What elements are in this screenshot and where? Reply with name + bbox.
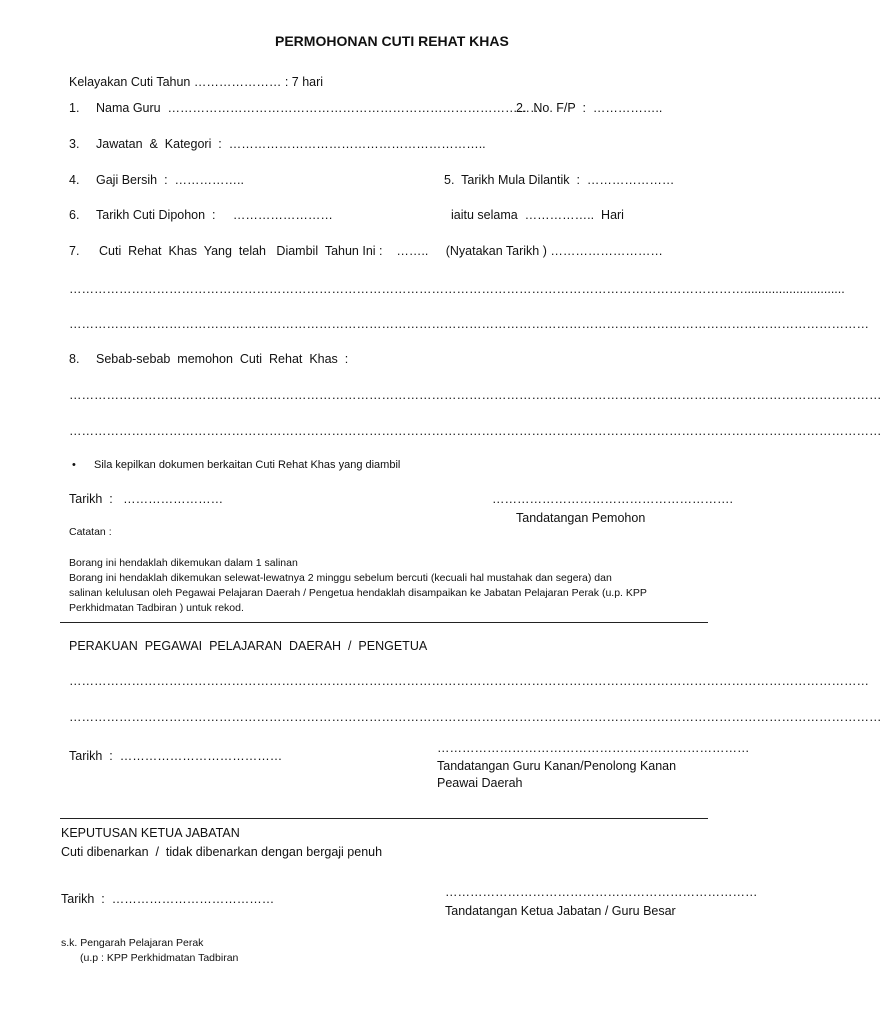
item-1-number: 1.	[69, 101, 80, 115]
dotted-line: ……………………………………………………………………………………………………………………………………………………………………………	[69, 424, 882, 438]
signature-label-perakuan-2: Peawai Daerah	[437, 776, 523, 790]
jawatan-field: Jawatan & Kategori : ……………………………………………………..	[96, 137, 486, 151]
item-6-number: 6.	[69, 208, 80, 222]
kelayakan-line: Kelayakan Cuti Tahun ………………… : 7 hari	[69, 75, 324, 89]
note-line-1: Borang ini hendaklah dikemukan dalam 1 salinan	[69, 557, 298, 569]
sk-line-2: (u.p : KPP Perkhidmatan Tadbiran	[80, 952, 239, 964]
dotted-line: ……………………………………………………………………………………………………………………………………………………………………………	[69, 710, 882, 724]
cuti-diambil-field: Cuti Rehat Khas Yang telah Diambil Tahun Ini : …….. (Nyatakan Tarikh ) ………………………	[99, 244, 663, 258]
dotted-line: ……………………………………………………………………………………………………………………………………………….............................	[69, 282, 845, 296]
section-divider	[60, 818, 708, 819]
bullet-icon: •	[72, 459, 76, 471]
signature-label-pemohon: Tandatangan Pemohon	[516, 511, 646, 525]
signature-line-keputusan: …………………………………………………………………	[445, 885, 758, 899]
tarikh-mula-dilantik-field: 5. Tarikh Mula Dilantik : …………………	[444, 173, 675, 187]
item-3-number: 3.	[69, 137, 80, 151]
tarikh-cuti-dipohon-field: Tarikh Cuti Dipohon : ……………………	[96, 208, 333, 222]
form-title: PERMOHONAN CUTI REHAT KHAS	[275, 33, 509, 49]
keputusan-text: Cuti dibenarkan / tidak dibenarkan dengan bergaji penuh	[61, 845, 383, 859]
section-divider	[60, 622, 708, 623]
gaji-bersih-field: Gaji Bersih : ……………..	[96, 173, 244, 187]
item-7-number: 7.	[69, 244, 80, 258]
tarikh-keputusan: Tarikh : …………………………………	[61, 892, 275, 906]
iaitu-selama-field: iaitu selama …………….. Hari	[451, 208, 624, 222]
signature-line-pemohon: ………………………………………………….	[492, 492, 733, 506]
note-line-2: Borang ini hendaklah dikemukan selewat-lewatnya 2 minggu sebelum bercuti (kecuali hal mustahak dan segera) dan	[69, 572, 612, 584]
sebab-memohon-label: Sebab-sebab memohon Cuti Rehat Khas :	[96, 352, 349, 366]
item-8-number: 8.	[69, 352, 80, 366]
sk-line-1: s.k. Pengarah Pelajaran Perak	[61, 937, 204, 949]
keputusan-heading: KEPUTUSAN KETUA JABATAN	[61, 826, 240, 840]
nama-guru-field: Nama Guru ………………………………………………………………………………	[96, 101, 543, 115]
dotted-line: ……………………………………………………………………………………………………………………………………………………………………………	[69, 388, 882, 402]
item-4-number: 4.	[69, 173, 80, 187]
tarikh-perakuan: Tarikh : …………………………………	[69, 749, 283, 763]
perakuan-heading: PERAKUAN PEGAWAI PELAJARAN DAERAH / PENGETUA	[69, 639, 428, 653]
no-fp-field: 2. No. F/P : ……………..	[516, 101, 663, 115]
note-line-3: salinan kelulusan oleh Pegawai Pelajaran Daerah / Pengetua hendaklah disampaikan ke Jabatan Pelajaran Perak (u.p. KPP	[69, 587, 647, 599]
signature-label-perakuan: Tandatangan Guru Kanan/Penolong Kanan	[437, 759, 677, 773]
dotted-line: …………………………………………………………………………………………………………………………………………………………………………	[69, 317, 869, 331]
dotted-line: …………………………………………………………………………………………………………………………………………………………………………	[69, 674, 869, 688]
note-line-4: Perkhidmatan Tadbiran ) untuk rekod.	[69, 602, 244, 614]
attachment-note: Sila kepilkan dokumen berkaitan Cuti Rehat Khas yang diambil	[94, 459, 401, 471]
catatan-label: Catatan :	[69, 526, 112, 538]
signature-label-keputusan: Tandatangan Ketua Jabatan / Guru Besar	[445, 904, 676, 918]
tarikh-pemohon: Tarikh : ……………………	[69, 492, 224, 506]
signature-line-perakuan: …………………………………………………………………	[437, 741, 750, 755]
